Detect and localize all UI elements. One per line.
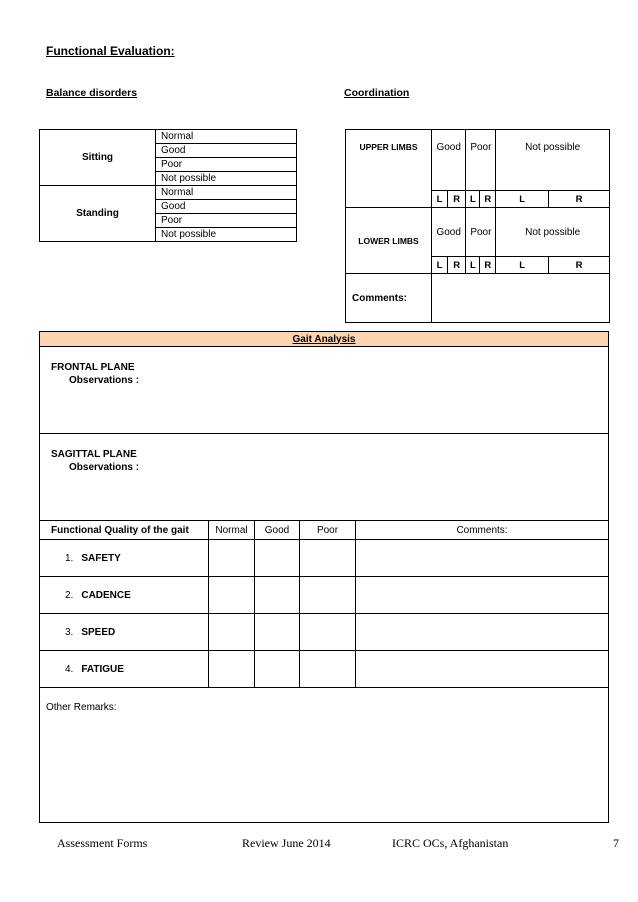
standing-label: Standing [40,186,156,242]
cadence-comments-cell[interactable] [356,577,609,614]
sagittal-plane-section[interactable] [40,434,609,521]
upper-grade-not-possible: Not possible [496,130,610,191]
lower-good-left[interactable]: L [432,257,448,274]
speed-good-cell[interactable] [255,614,300,651]
footer-center: Review June 2014 [242,836,331,850]
gait-item-speed [40,614,209,651]
footer-left: Assessment Forms [57,836,148,850]
speed-comments-cell[interactable] [356,614,609,651]
lower-limbs-label: LOWER LIMBS [346,208,432,274]
lower-poor-right[interactable]: R [480,257,496,274]
coordination-comments-field[interactable] [432,274,610,323]
gait-analysis-heading: Gait Analysis [40,332,609,347]
upper-np-left[interactable]: L [496,191,549,208]
sitting-label: Sitting [40,130,156,186]
quality-header-comments: Comments: [356,521,609,540]
upper-grade-good: Good [432,130,466,191]
coordination-comments-label: Comments: [346,274,432,323]
upper-good-left[interactable]: L [432,191,448,208]
item-number: 2. [65,589,74,601]
quality-header-good: Good [255,521,300,540]
lower-np-right[interactable]: R [549,257,610,274]
upper-np-right[interactable]: R [549,191,610,208]
upper-grade-poor: Poor [466,130,496,191]
safety-comments-cell[interactable] [356,540,609,577]
other-remarks-section[interactable] [40,688,609,823]
item-number: 4. [65,663,74,675]
frontal-plane-section[interactable] [40,347,609,434]
page-number: 7 [613,836,619,850]
sitting-option-good[interactable]: Good [156,144,297,158]
fatigue-normal-cell[interactable] [209,651,255,688]
balance-table [39,129,297,242]
quality-header-label: Functional Quality of the gait [40,521,209,540]
coordination-table [345,129,610,323]
item-number: 3. [65,626,74,638]
speed-poor-cell[interactable] [300,614,356,651]
upper-poor-right[interactable]: R [480,191,496,208]
safety-normal-cell[interactable] [209,540,255,577]
lower-grade-not-possible: Not possible [496,208,610,257]
item-label: CADENCE [81,589,131,601]
fatigue-poor-cell[interactable] [300,651,356,688]
fatigue-comments-cell[interactable] [356,651,609,688]
safety-good-cell[interactable] [255,540,300,577]
speed-normal-cell[interactable] [209,614,255,651]
lower-grade-good: Good [432,208,466,257]
standing-option-not-possible[interactable]: Not possible [156,228,297,242]
item-label: SPEED [81,626,116,638]
fatigue-good-cell[interactable] [255,651,300,688]
cadence-normal-cell[interactable] [209,577,255,614]
footer-right: ICRC OCs, Afghanistan [392,836,509,850]
item-number: 1. [65,552,74,564]
sitting-option-normal[interactable]: Normal [156,130,297,144]
item-label: SAFETY [81,552,121,564]
lower-good-right[interactable]: R [447,257,465,274]
item-label: FATIGUE [81,663,124,675]
upper-limbs-label: UPPER LIMBS [346,130,432,208]
other-remarks-label: Other Remarks: [46,702,117,713]
gait-item-safety [40,540,209,577]
lower-np-left[interactable]: L [496,257,549,274]
sagittal-plane-label: SAGITTAL PLANE [51,449,137,460]
frontal-observations-label: Observations : [69,375,140,386]
standing-option-poor[interactable]: Poor [156,214,297,228]
lower-poor-left[interactable]: L [466,257,480,274]
standing-option-good[interactable]: Good [156,200,297,214]
balance-heading: Balance disorders [46,87,138,99]
quality-header-poor: Poor [300,521,356,540]
gait-item-fatigue [40,651,209,688]
sitting-option-poor[interactable]: Poor [156,158,297,172]
safety-poor-cell[interactable] [300,540,356,577]
standing-option-normal[interactable]: Normal [156,186,297,200]
sitting-option-not-possible[interactable]: Not possible [156,172,297,186]
upper-good-right[interactable]: R [447,191,465,208]
cadence-poor-cell[interactable] [300,577,356,614]
page-title: Functional Evaluation: [46,44,175,58]
gait-item-cadence [40,577,209,614]
lower-grade-poor: Poor [466,208,496,257]
sagittal-observations-label: Observations : [69,462,140,473]
upper-poor-left[interactable]: L [466,191,480,208]
coordination-heading: Coordination [344,87,410,99]
cadence-good-cell[interactable] [255,577,300,614]
quality-header-normal: Normal [209,521,255,540]
frontal-plane-label: FRONTAL PLANE [51,362,135,373]
gait-table [39,331,609,823]
